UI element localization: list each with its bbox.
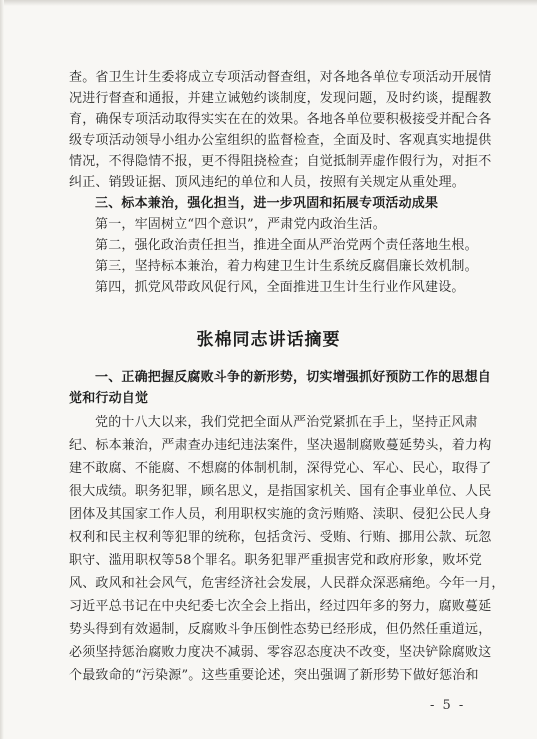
section-heading: 三、标本兼治，强化担当，进一步巩固和拓展专项活动成果: [95, 196, 439, 211]
paragraph-line: 育，确保专项活动取得实实在在的效果。各地各单位要积极接受并配合各: [69, 112, 492, 127]
paragraph-line: 情况，不得隐情不报，更不得阻挠检查；自觉抵制弄虚作假行为，对拒不: [69, 154, 492, 169]
paragraph-line: 风、政风和社会风气，危害经济社会发展，人民群众深恶痛绝。今年一月，: [69, 576, 505, 591]
paragraph-line: 纠正、销毁证据、顶风违纪的单位和人员，按照有关规定从重处理。: [69, 175, 466, 190]
list-item: 第二，强化政治责任担当，推进全面从严治党两个责任落地生根。: [95, 238, 478, 253]
paragraph-line: 势头得到有效遏制，反腐败斗争压倒性态势已经形成，但仍然任重道远，: [69, 622, 492, 637]
paragraph-line: 很大成绩。职务犯罪，顾名思义，是指国家机关、国有企事业单位、人民: [69, 484, 492, 499]
list-item: 第三，坚持标本兼治，着力构建卫生计生系统反腐倡廉长效机制。: [95, 259, 478, 274]
speech-title: 张棉同志讲话摘要: [196, 330, 341, 350]
paragraph-line: 纪、标本兼治，严肃查办违纪违法案件，坚决遏制腐败蔓延势头，着力构: [69, 438, 492, 453]
paragraph-line: 建不敢腐、不能腐、不想腐的体制机制，深得党心、军心、民心，取得了: [69, 461, 492, 476]
paragraph-line: 查。省卫生计生委将成立专项活动督查组，对各地各单位专项活动开展情: [69, 70, 492, 85]
speech-heading-line: 一、正确把握反腐败斗争的新形势，切实增强抓好预防工作的思想自: [95, 370, 492, 385]
page-number: - 5 -: [430, 698, 466, 713]
paragraph-line: 权利和民主权利等犯罪的统称，包括贪污、受贿、行贿、挪用公款、玩忽: [69, 530, 492, 545]
paragraph-line: 职守、滥用职权等58个罪名。职务犯罪严重损害党和政府形象，败坏党: [69, 553, 482, 568]
paragraph-line: 级专项活动领导小组办公室组织的监督检查，全面及时、客观真实地提供: [69, 133, 492, 148]
paragraph-line: 况进行督查和通报，并建立诫勉约谈制度，发现问题，及时约谈，提醒教: [69, 91, 492, 106]
paragraph-line: 团体及其国家工作人员，利用职权实施的贪污贿赂、渎职、侵犯公民人身: [69, 507, 492, 522]
speech-heading-line: 觉和行动自觉: [69, 391, 149, 406]
list-item: 第一，牢固树立“四个意识”，严肃党内政治生活。: [95, 217, 386, 232]
paragraph-line: 必须坚持惩治腐败力度决不减弱、零容忍态度决不改变，坚决铲除腐败这: [69, 645, 492, 660]
paragraph-line: 党的十八大以来，我们党把全面从严治党紧抓在手上，坚持正风肃: [95, 415, 478, 430]
paragraph-line: 习近平总书记在中央纪委七次全会上指出，经过四年多的努力，腐败蔓延: [69, 599, 492, 614]
scan-edge-left: [0, 0, 4, 739]
paragraph-line: 个最致命的“污染源”。这些重要论述，突出强调了新形势下做好惩治和: [69, 668, 479, 683]
list-item: 第四，抓党风带政风促行风，全面推进卫生计生行业作风建设。: [95, 280, 465, 295]
scan-edge-top: [0, 0, 537, 6]
